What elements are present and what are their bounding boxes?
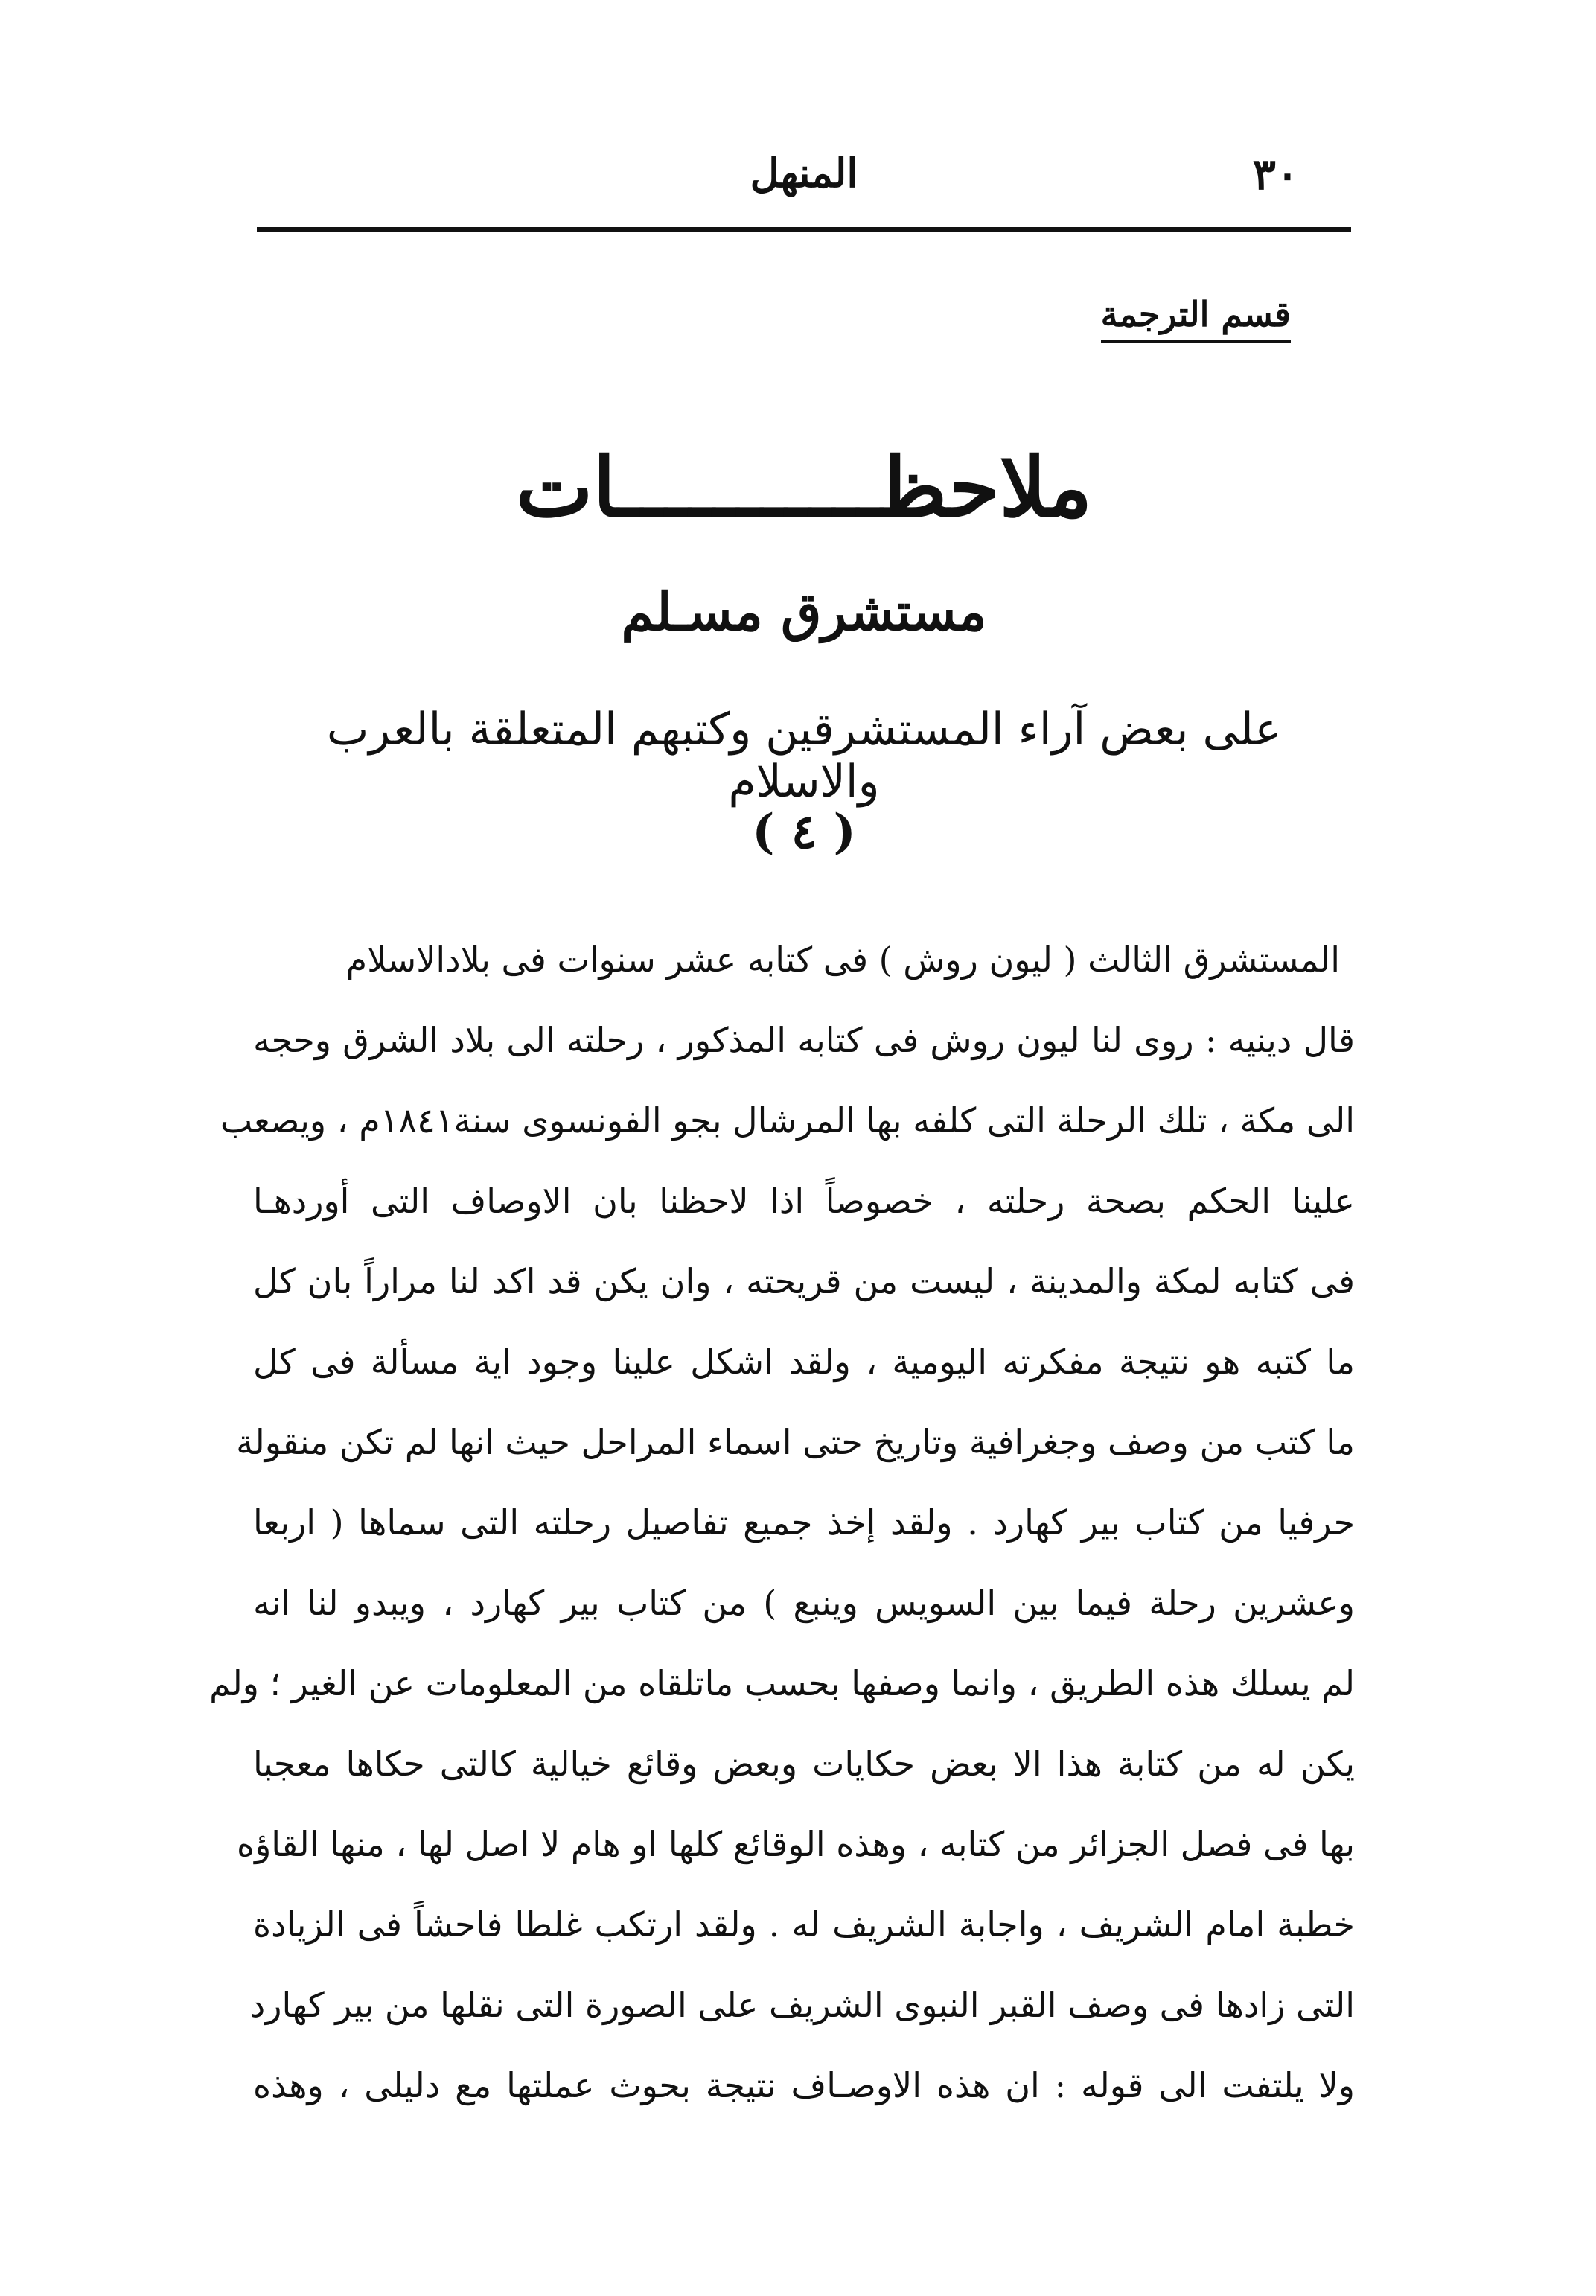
text-line: الى مكة ، تلك الرحلة التى كلفه بها المرشال بجو الفونسوى سنة١٨٤١م ، ويصعب [220, 1100, 1355, 1141]
text-line: فى كتابه لمكة والمدينة ، ليست من قريحته ، وان يكن قد اكد لنا مراراً بان كل [253, 1261, 1355, 1301]
text-line: لم يسلك هذه الطريق ، وانما وصفها بحسب ماتلقاه من المعلومات عن الغير ؛ ولم [209, 1663, 1355, 1703]
section-label: قسم الترجمة [1101, 294, 1291, 343]
text-line: ما كتب من وصف وجغرافية وتاريخ حتى اسماء المراحل حيث انها لم تكن منقولة [236, 1422, 1355, 1462]
text-line: قال دينيه : روى لنا ليون روش فى كتابه المذكور ، رحلته الى بلاد الشرق وحجه [253, 1020, 1355, 1060]
page-number: ٣٠ [1252, 149, 1299, 200]
text-line: ما كتبه هو نتيجة مفكرته اليومية ، ولقد اشكل علينا وجود اية مسألة فى كل [253, 1342, 1355, 1382]
text-line: علينا الحكم بصحة رحلته ، خصوصاً اذا لاحظنا بان الاوصاف التى أوردهـا [253, 1181, 1355, 1221]
text-line: التى زادها فى وصف القبر النبوى الشريف على الصورة التى نقلها من بير كهارد [249, 1985, 1355, 2025]
article-title: ملاحظـــــــــــات [515, 439, 1093, 535]
journal-name: المنهل [750, 149, 858, 197]
text-line: حرفيا من كتاب بير كهارد . ولقد إخذ جميع تفاصيل رحلته التى سماها ( اربعا [253, 1502, 1355, 1543]
text-line: المستشرق الثالث ( ليون روش ) فى كتابه عشر سنوات فى بلادالاسلام [345, 940, 1340, 980]
header-rule [257, 227, 1351, 232]
running-header [257, 145, 1351, 220]
text-line: يكن له من كتابة هذا الا بعض حكايات وبعض وقائع خيالية كالتى حكاها معجبا [253, 1744, 1355, 1784]
article-subtitle: مستشرق مسـلم [621, 581, 987, 642]
body-text [209, 919, 1355, 2126]
text-line: بها فى فصل الجزائر من كتابه ، وهذه الوقائع كلها او هام لا اصل لها ، منها القاؤه [236, 1824, 1355, 1864]
article-topic: على بعض آراء المستشرقين وكتبهم المتعلقة بالعرب والاسلام [326, 704, 1282, 808]
part-number: ( ٤ ) [752, 804, 856, 860]
text-line: خطبة امام الشريف ، واجابة الشريف له . ولقد ارتكب غلطا فاحشاً فى الزيادة [253, 1904, 1355, 1945]
text-line: وعشرين رحلة فيما بين السويس وينبع ) من كتاب بير كهارد ، ويبدو لنا انه [253, 1583, 1355, 1623]
text-line: ولا يلتفت الى قوله : ان هذه الاوصـاف نتيجة بحوث عملتها مع دليلى ، وهذه [253, 2065, 1355, 2105]
